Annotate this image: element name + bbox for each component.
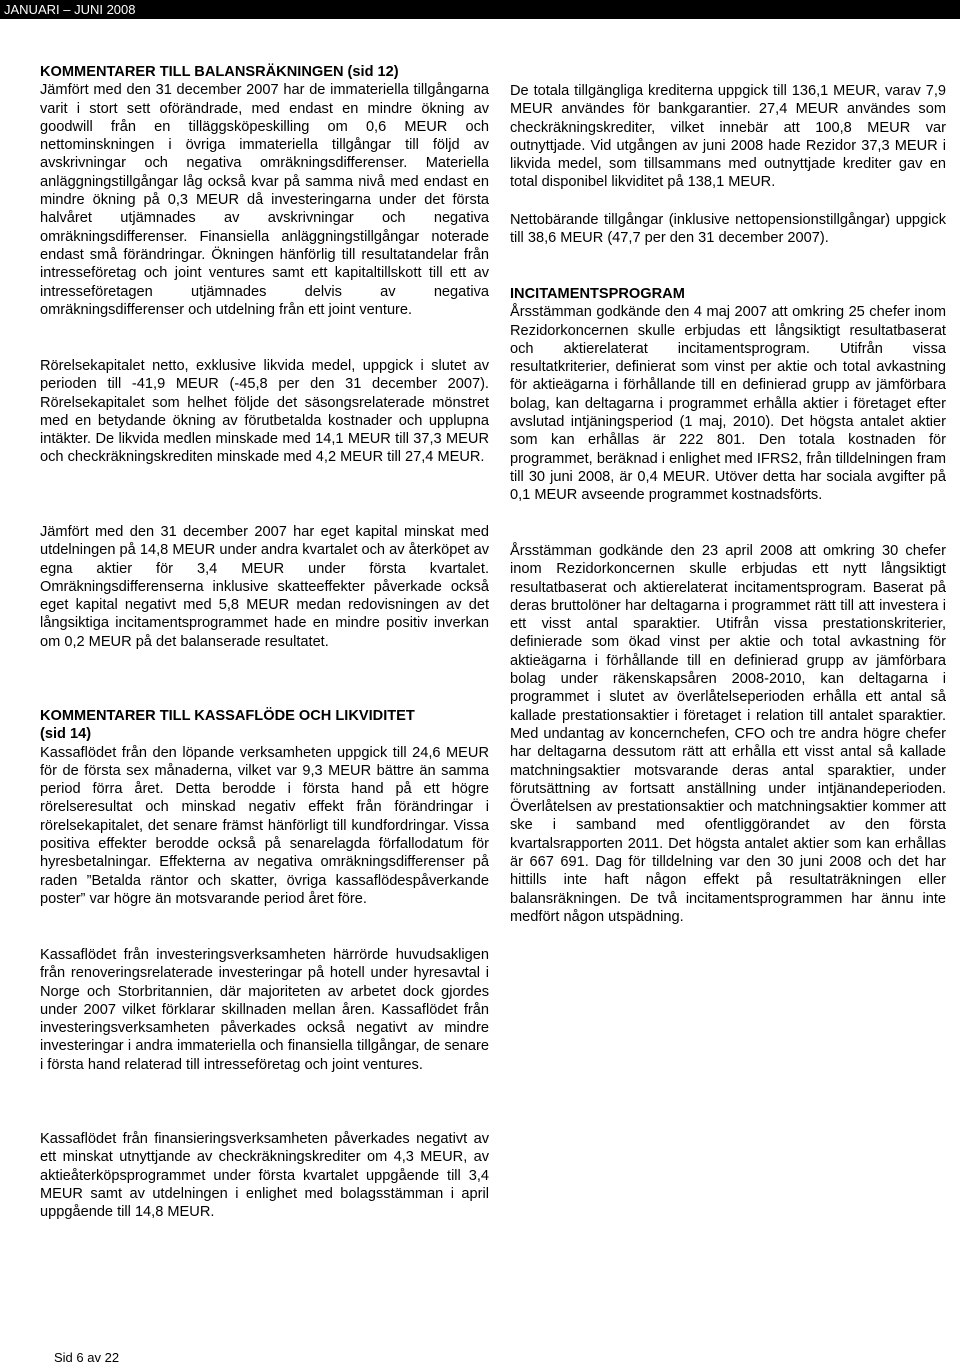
- incentive-paragraph-2: Årsstämman godkände den 23 april 2008 att omkring 30 chefer inom Rezidorkoncernen skulle erbjudas ett nytt långsiktigt resultatbaserat och aktierelaterat incitamentsprogram. Baserat på deras bruttolöner har deltagarna i programmet rätt till att investera i ett visst antal sparaktier. Utifrån vissa prestationskriterier, definierade som ökad vinst per aktie och total avkastning för aktieägarna i förhållande till en definierad grupp av jämförbara bolag under räkenskapsåren 2008-2010, kan deltagarna i programmet i slutet av överlåtelseperioden erhålla ett antal så kallade prestationsaktier i företaget i relation till antalet sparaktier. Med undantag av koncernchefen, CFO och tre andra högre chefer har deltagarna dessutom rätt att erhålla ett visst antal så kallade matchningsaktier motsvarande deras antal sparaktier, under förutsättning av fortsatt anställning under intjänandeperioden. Överlåtelsen av prestationsaktier och matchningsaktier kommer att ske i samband med ofentliggörandet av den första kvartalsrapporten 2011. Det högsta antalet aktier som kan erhållas är 667 691. Dag för tilldelning var den 30 juni 2008 och det har hittills inte haft någon effekt på resultaträkningen eller balansräkningen. De två incitamentsprogrammen har ännu inte medfört någon utspädning.: [510, 543, 946, 925]
- header-period: JANUARI – JUNI 2008: [4, 2, 136, 17]
- balance-paragraph-1: Jämfört med den 31 december 2007 har de immateriella tillgångarna varit i stort sett oförändrade, med endast en mindre ökning av goodwill från en tilläggsköpeskilling om 0,6 MEUR och nettominskningen i övriga immateriella tillgångar till följd av avskrivningar och negativa omräkningsdifferenser. Materiella anläggningstillgångar låg också kvar på samma nivå med endast en mindre ökning på 0,3 MEUR då investeringarna under det första halvåret utjämnades av avskrivningar och negativa omräkningsdifferenser. Finansiella anläggningstillgångar noterade endast små förändringar. Ökningen hänförlig till resultatandelar från intresseföretag och joint ventures samt ett kapitaltillskott till ett av intresseföretagen utjämnades delvis av negativa omräkningsdifferenser och utdelning från ett joint venture.: [40, 82, 489, 318]
- balance-paragraph-3: Jämfört med den 31 december 2007 har eget kapital minskat med utdelningen på 14,8 MEUR under andra kvartalet och av återköpet av egna aktier för 3,4 MEUR under första kvartalet. Omräkningsdifferenserna inklusive skatteeffekter påverkade också eget kapital negativt med 5,8 MEUR medan redovisningen av det långsiktiga incitamentsprogrammet hade en mindre positiv inverkan om 0,2 MEUR på det balanserade resultatet.: [40, 524, 489, 650]
- equity-section: [40, 523, 489, 651]
- investing-section: [40, 946, 489, 1074]
- incentive-section: [510, 285, 946, 505]
- header-bar: [0, 0, 960, 19]
- cashflow-section: [40, 707, 489, 908]
- cashflow-paragraph-1: Kassaflödet från den löpande verksamheten uppgick till 24,6 MEUR för de första sex månaderna, vilket var 9,3 MEUR bättre än samma period förra året. Detta berodde i första hand på ett högre rörelseresultat och minskad negativ effekt från förändringar i rörelsekapitalet, det senare främst hänförligt till kundfordringar. Vissa positiva effekter berodde också på senarelagda förfallodatum för hyresbetalningar. Effekterna av negativa omräkningsdifferenser på raden ”Betalda räntor och skatter, övriga kassaflödespåverkande poster” var högre än motsvarande period året före.: [40, 744, 489, 907]
- credit-section: [510, 82, 946, 192]
- cashflow-heading-page: (sid 14): [40, 726, 92, 743]
- balance-paragraph-2: Rörelsekapitalet netto, exklusive likvida medel, uppgick i slutet av perioden till -41,9 MEUR (-45,8 per den 31 december 2007). Rörelsekapitalet som helhet följde det säsongsrelaterade mönstret med en betydande ökning av förutbetalda kostnader och upplupna intäkter. De likvida medlen minskade med 14,1 MEUR till 37,3 MEUR och checkräkningskrediten minskade med 4,2 MEUR till 27,4 MEUR.: [40, 358, 489, 466]
- working-capital-section: [40, 357, 489, 467]
- balance-section: [40, 63, 489, 319]
- cashflow-paragraph-2: Kassaflödet från investeringsverksamheten härrörde huvudsakligen från renoveringsrelaterade investeringar på hotell under hyresavtal i Norge och Storbritannien, där majoriteten av arbetet dock gjordes under 2007 vilket förklarar skillnaden mellan åren. Kassaflödet från investeringsverksamheten påverkades också negativt av mindre investeringar i andra immateriella och finansiella tillgångar, de senare i första hand relaterad till intresseföretag och joint ventures.: [40, 947, 489, 1073]
- incentive-heading: INCITAMENTSPROGRAM: [510, 286, 685, 302]
- financing-section: [40, 1130, 489, 1221]
- incentive-2008-section: [510, 542, 946, 926]
- cashflow-heading: KOMMENTARER TILL KASSAFLÖDE OCH LIKVIDITET: [40, 708, 415, 724]
- balance-heading: KOMMENTARER TILL BALANSRÄKNINGEN (sid 12): [40, 64, 399, 80]
- incentive-paragraph-1: Årsstämman godkände den 4 maj 2007 att omkring 25 chefer inom Rezidorkoncernen skulle erbjudas ett långsiktigt resultatbaserat och aktierelaterat incitamentsprogram. Utifrån vissa resultatkriterier, definierat som vinst per aktie och total avkastning för aktieägarna i förhållande till en definierad grupp av jämförbara bolag, kan deltagarna i programmet erhålla aktier i företaget efter avslutad intjäningsperiod (1 maj, 2010). Det högsta antalet aktier som kan erhållas är 222 801. Den totala kostnaden för programmet, beräknad i enlighet med IFRS2, från tilldelningen fram till 30 juni 2008, är 0,4 MEUR. Utöver detta har sociala avgifter på 0,1 MEUR avseende programmet kostnadsförts.: [510, 304, 946, 504]
- page-number: Sid 6 av 22: [54, 1350, 120, 1365]
- cashflow-paragraph-3: Kassaflödet från finansieringsverksamheten påverkades negativt av ett minskat utnyttjande av checkräkningskrediter om 4,3 MEUR, av aktieåterköpsprogrammet under första kvartalet uppgående till 3,4 MEUR samt av utdelningen i enlighet med bolagsstämman i april uppgående till 14,8 MEUR.: [40, 1131, 489, 1221]
- credit-paragraph-2: Nettobärande tillgångar (inklusive nettopensionstillgångar) uppgick till 38,6 MEUR (47,7 per den 31 december 2007).: [510, 212, 946, 247]
- net-assets-section: [510, 211, 946, 248]
- credit-paragraph-1: De totala tillgängliga krediterna uppgick till 136,1 MEUR, varav 7,9 MEUR användes för bankgarantier. 27,4 MEUR användes som checkräkningskrediter, vilket innebär att 100,8 MEUR var outnyttjade. Vid utgången av juni 2008 hade Rezidor 37,3 MEUR i likvida medel, som tillsammans med outnyttjade krediter gav en total disponibel likviditet på 138,1 MEUR.: [510, 83, 946, 191]
